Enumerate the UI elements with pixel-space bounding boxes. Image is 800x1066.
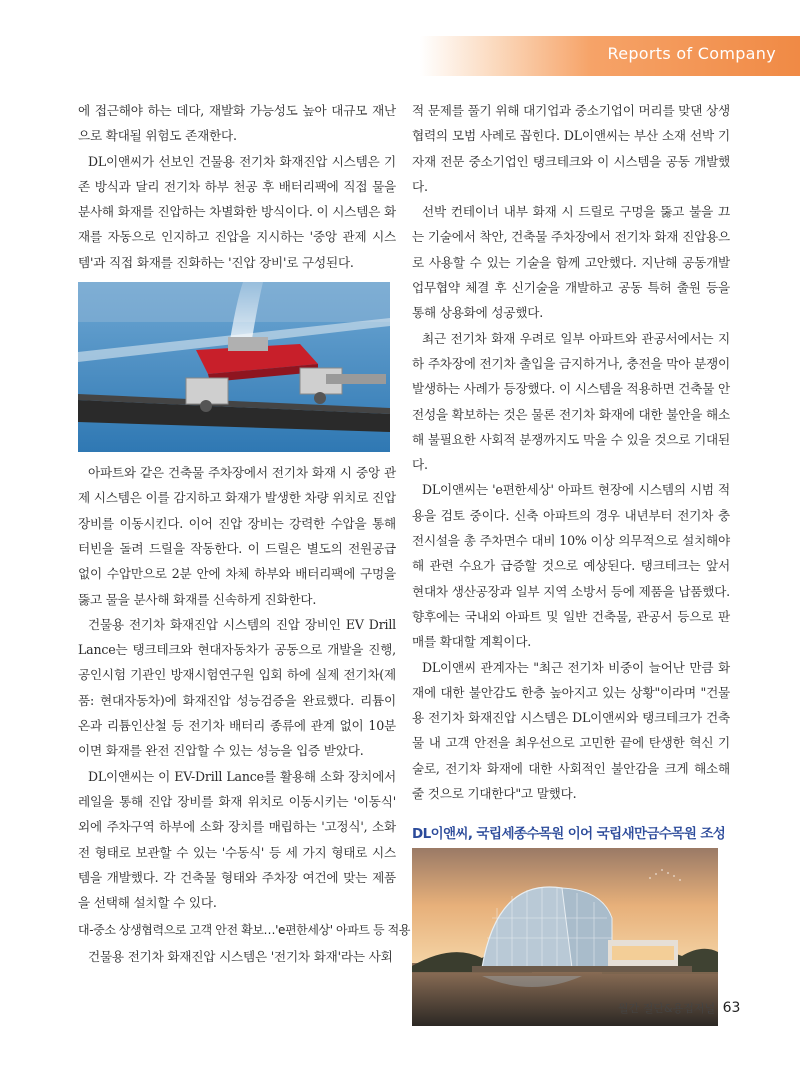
drill-lance-photo [78, 282, 390, 452]
paragraph: 선박 컨테이너 내부 화재 시 드릴로 구멍을 뚫고 불을 끄는 기술에서 착안, 건축물 주차장에서 전기차 화재 진압용으로 사용할 수 있는 기술을 함께 고안했다. 지난해 공동개발 업무협약 체결 후 신기술을 개발하고 공동 특허 출원 등을 통해 상용화에 성공했다. [412, 204, 730, 321]
paragraph: DL이앤씨 관계자는 "최근 전기차 비중이 늘어난 만큼 화재에 대한 불안감도 한층 높아지고 있는 상황"이라며 "건물용 전기차 화재진압 시스템은 DL이앤씨와 탱크테크가 건축물 내 고객 안전을 최우선으로 고민한 끝에 탄생한 혁신 기술로, 전기차 화재에 대한 사회적인 불안감을 크게 해소해 줄 것으로 기대한다"고 말했다. [412, 659, 730, 802]
section-label: Reports of Company [607, 44, 776, 63]
section-title: DL이앤씨, 국립세종수목원 이어 국립새만금수목원 조성 [412, 826, 726, 843]
paragraph: 적 문제를 풀기 위해 대기업과 중소기업이 머리를 맞댄 상생 협력의 모범 사례로 꼽힌다. DL이앤씨는 부산 소재 선박 기자재 전문 중소기업인 탱크테크와 이 시스템을 공동 개발했다. [412, 103, 730, 194]
right-column [412, 98, 730, 1026]
paragraph: DL이앤씨는 'e편한세상' 아파트 현장에 시스템의 시범 적용을 검토 중이다. 신축 아파트의 경우 내년부터 전기차 충전시설을 총 주차면수 대비 10% 이상 의무적으로 설치해야 해 관련 수요가 급증할 것으로 예상된다. 탱크테크는 앞서 현대차 생산공장과 일부 지역 소방서 등에 제품을 납품했다. 향후에는 국내외 아파트 및 일반 건축물, 관공서 등으로 판매를 확대할 계획이다. [412, 482, 730, 650]
magazine-name: 월간 절단&용접저널 [618, 1002, 716, 1015]
paragraph: 건물용 전기차 화재진압 시스템은 '전기차 화재'라는 사회 [88, 949, 393, 965]
left-column [78, 98, 411, 970]
drill-device-illustration [78, 282, 390, 452]
paragraph: 아파트와 같은 건축물 주차장에서 전기차 화재 시 중앙 관제 시스템은 이를 감지하고 화재가 발생한 차량 위치로 진압 장비를 이동시킨다. 이어 진압 장비는 강력한 수압을 통해 터빈을 돌려 드릴을 작동한다. 이 드릴은 별도의 전원공급 없이 수압만으로 2분 안에 차체 하부와 배터리팩에 구멍을 뚫고 물을 분사해 화재를 신속하게 진화한다. [78, 465, 396, 607]
paragraph: DL이앤씨가 선보인 건물용 전기차 화재진압 시스템은 기존 방식과 달리 전기차 하부 천공 후 배터리팩에 직접 물을 분사해 화재를 진압하는 차별화한 방식이다. 이 시스템은 화재를 자동으로 인지하고 진압을 지시하는 '중앙 관제 시스템'과 직접 화재를 진화하는 '진압 장비'로 구성된다. [78, 153, 396, 270]
header-bar [420, 36, 800, 76]
page-number: 63 [722, 1000, 741, 1016]
paragraph: 건물용 전기차 화재진압 시스템의 진압 장비인 EV Drill Lance는 탱크테크와 현대자동차가 공동으로 개발을 진행, 공인시험 기관인 방재시험연구원 입회 하에 실제 전기차(제품: 현대자동차)에 화재진압 성능검증을 완료했다. 리튬이온과 리튬인산철 등 전기차 배터리 종류에 관계 없이 10분이면 화재를 완전 진압할 수 있는 성능을 입증 받았다. [78, 616, 396, 759]
paragraph: DL이앤씨는 이 EV-Drill Lance를 활용해 소화 장치에서 레일을 통해 진압 장비를 화재 위치로 이동시키는 '이동식' 외에 주차구역 하부에 소화 장치를 매립하는 '고정식', 소화전 형태로 보관할 수 있는 '수동식' 등 세 가지 형태로 시스템을 개발했다. 각 건축물 형태와 주차장 여건에 맞는 제품을 선택해 설치할 수 있다. [78, 768, 396, 911]
subheading: 대-중소 상생협력으로 고객 안전 확보…'e편한세상' 아파트 등 적용 [78, 923, 411, 938]
page-footer [618, 1000, 740, 1016]
paragraph: 최근 전기차 화재 우려로 일부 아파트와 관공서에서는 지하 주차장에 전기차 출입을 금지하거나, 충전을 막아 분쟁이 발생하는 사례가 등장했다. 이 시스템을 적용하면 건축물 안전성을 확보하는 것은 물론 전기차 화재에 대한 불안을 해소해 불필요한 사회적 분쟁까지도 막을 수 있을 것으로 기대된다. [412, 330, 730, 473]
paragraph: 에 접근해야 하는 데다, 재발화 가능성도 높아 대규모 재난으로 확대될 위험도 존재한다. [78, 103, 396, 144]
